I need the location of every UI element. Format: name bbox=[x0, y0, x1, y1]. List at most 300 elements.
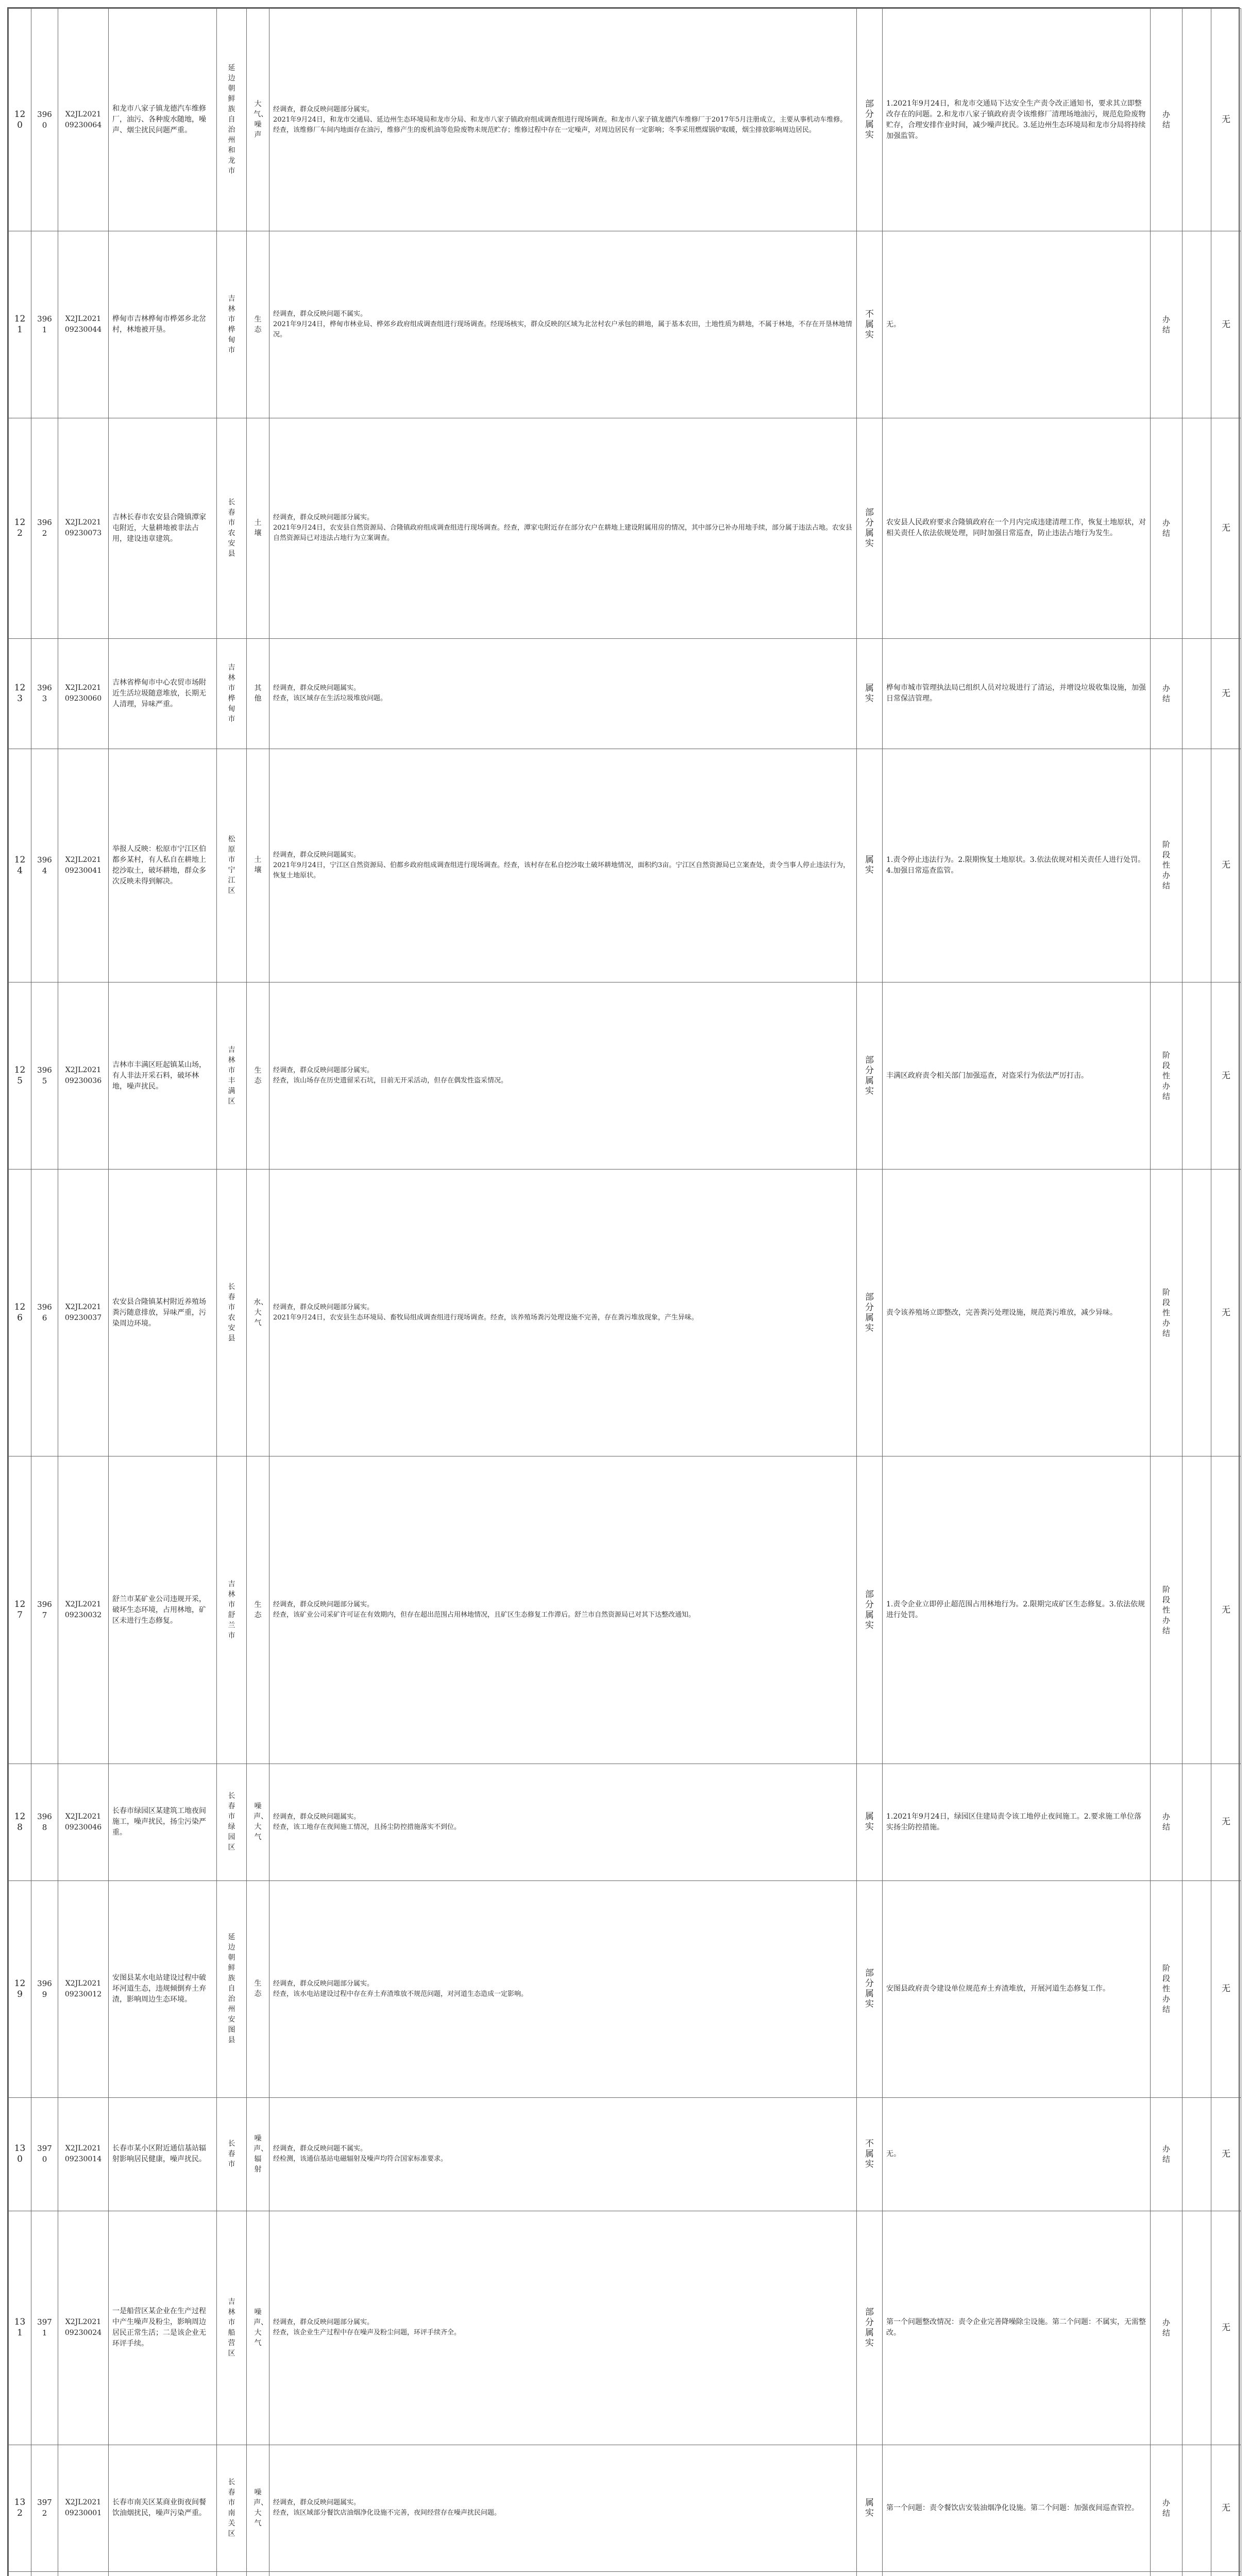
cell-verdict-text: 部分属实 bbox=[865, 1055, 874, 1096]
cell-stage bbox=[1183, 2445, 1211, 2571]
cell-status bbox=[1151, 1456, 1183, 1764]
cell-investigation-result bbox=[269, 2097, 857, 2211]
cell-remark bbox=[1211, 418, 1241, 638]
cell-investigation-result bbox=[269, 1170, 857, 1456]
cell-description bbox=[109, 2445, 217, 2571]
cell-remark-text: 无 bbox=[1222, 1984, 1230, 1994]
cell-investigation-result bbox=[269, 1764, 857, 1880]
cell-code bbox=[58, 9, 109, 231]
cell-status bbox=[1151, 1880, 1183, 2097]
cell-remark-text: 无 bbox=[1222, 688, 1230, 699]
cell-district-text: 长春市农安县 bbox=[228, 498, 235, 558]
cell-investigation-result bbox=[269, 231, 857, 418]
cell-district bbox=[217, 2211, 247, 2445]
cell-pollution-type bbox=[247, 2572, 269, 2576]
cell-rectification bbox=[883, 2211, 1151, 2445]
cell-code-text: X2JL2021 09230044 bbox=[64, 315, 102, 334]
cell-status bbox=[1151, 749, 1183, 982]
cell-rectification-text: 责令该养殖场立即整改，完善粪污处理设施，规范粪污堆放，减少异味。 bbox=[886, 1308, 1117, 1317]
cell-pollution-type bbox=[247, 2445, 269, 2571]
cell-code-text: X2JL2021 09230014 bbox=[64, 2144, 102, 2164]
cell-status bbox=[1151, 2572, 1183, 2576]
cell-seq-text: 120 bbox=[14, 109, 26, 130]
cell-pollution-type-text: 土壤 bbox=[254, 856, 262, 875]
cell-id-text: 3967 bbox=[37, 1600, 52, 1620]
cell-verdict bbox=[857, 418, 883, 638]
cell-seq-text: 128 bbox=[14, 1811, 26, 1833]
cell-seq-text: 125 bbox=[14, 1065, 26, 1087]
cell-status-text: 阶段性办结 bbox=[1162, 840, 1170, 891]
cell-code bbox=[58, 1764, 109, 1880]
cell-seq-text: 127 bbox=[14, 1599, 26, 1621]
cell-code-text: X2JL2021 09230064 bbox=[64, 110, 102, 129]
cell-district-text: 松原市宁江区 bbox=[228, 835, 235, 895]
cell-investigation-result bbox=[269, 2445, 857, 2571]
cell-pollution-type-text: 土壤 bbox=[254, 518, 262, 537]
cell-code bbox=[58, 638, 109, 749]
cell-investigation-result-text: 经调查，群众反映问题属实。 经查，该区域存在生活垃圾堆放问题。 bbox=[273, 684, 387, 703]
cell-district-text: 吉林市船营区 bbox=[228, 2297, 235, 2358]
cell-rectification bbox=[883, 982, 1151, 1170]
cell-remark bbox=[1211, 1880, 1241, 2097]
cell-description bbox=[109, 2572, 217, 2576]
cell-description bbox=[109, 1170, 217, 1456]
cell-verdict bbox=[857, 2572, 883, 2576]
cell-id-text: 3968 bbox=[37, 1811, 52, 1832]
cell-description bbox=[109, 1880, 217, 2097]
cell-id bbox=[31, 638, 58, 749]
cell-verdict-text: 部分属实 bbox=[865, 2307, 874, 2348]
cell-id-text: 3964 bbox=[37, 855, 52, 875]
cell-seq-text: 126 bbox=[14, 1302, 26, 1324]
cell-status bbox=[1151, 2445, 1183, 2571]
cell-status bbox=[1151, 231, 1183, 418]
cell-district-text: 长春市绿园区 bbox=[228, 1792, 235, 1852]
cell-status-text: 阶段性办结 bbox=[1162, 1050, 1170, 1101]
cell-investigation-result-text: 经调查，群众反映问题属实。 经查，该区域部分餐饮店油烟净化设施不完善，夜间经营存在噪声扰民问题。 bbox=[273, 2499, 501, 2517]
cell-verdict-text: 属实 bbox=[865, 2497, 874, 2518]
cell-seq-text: 131 bbox=[14, 2317, 26, 2338]
cell-pollution-type-text: 噪声、大气 bbox=[254, 2488, 268, 2528]
cell-rectification-text: 安图县政府责令建设单位规范弃土弃渣堆放，开展河道生态修复工作。 bbox=[886, 1985, 1110, 1993]
table-row bbox=[9, 749, 1241, 982]
cell-description-text: 吉林省桦甸市中心农贸市场附近生活垃圾随意堆放，长期无人清理，异味严重。 bbox=[112, 678, 206, 708]
cell-district bbox=[217, 982, 247, 1170]
cell-code bbox=[58, 418, 109, 638]
cell-description-text: 舒兰市某矿业公司违规开采，破坏生态环境，占用林地，矿区未进行生态修复。 bbox=[112, 1595, 206, 1625]
cell-code-text: X2JL2021 09230041 bbox=[64, 855, 102, 875]
cell-stage bbox=[1183, 1456, 1211, 1764]
cell-pollution-type-text: 生态 bbox=[254, 1066, 262, 1085]
cell-seq-text: 130 bbox=[14, 2143, 26, 2165]
cell-description-text: 桦甸市吉林桦甸市桦郊乡北岔村，林地被开垦。 bbox=[112, 315, 206, 334]
cell-stage bbox=[1183, 1764, 1211, 1880]
cell-stage bbox=[1183, 9, 1211, 231]
cell-id bbox=[31, 1880, 58, 2097]
cell-remark-text: 无 bbox=[1222, 522, 1230, 533]
cell-status-text: 阶段性办结 bbox=[1162, 1287, 1170, 1338]
cell-district-text: 延边朝鲜族自治州和龙市 bbox=[228, 64, 235, 176]
cell-verdict bbox=[857, 749, 883, 982]
cell-status-text: 办结 bbox=[1162, 683, 1170, 703]
cell-rectification-text: 农安县人民政府要求合隆镇政府在一个月内完成违建清理工作，恢复土地原状，对相关责任人依法依规处理，同时加强日常巡查，防止违法占地行为发生。 bbox=[886, 518, 1146, 538]
cell-rectification-text: 1.责令企业立即停止超范围占用林地行为。2.限期完成矿区生态修复。3.依法依规进行处罚。 bbox=[886, 1600, 1145, 1620]
cell-description bbox=[109, 1764, 217, 1880]
cell-remark bbox=[1211, 638, 1241, 749]
cell-investigation-result bbox=[269, 749, 857, 982]
cell-stage bbox=[1183, 2572, 1211, 2576]
cell-seq bbox=[9, 982, 31, 1170]
cell-pollution-type-text: 水、大气 bbox=[254, 1298, 268, 1327]
cell-code-text: X2JL2021 09230024 bbox=[64, 2318, 102, 2337]
cell-investigation-result-text: 经调查，群众反映问题属实。 2021年9月24日，宁江区自然资源局、伯都乡政府组成调查组进行现场调查。经查，该村存在私自挖沙取土破坏耕地情况，面积约3亩。宁江区自然资源局已立案查处，责令当事人停止违法行为，恢复土地原状。 bbox=[273, 851, 850, 879]
cell-description-text: 吉林市丰满区旺起镇某山场，有人非法开采石料，破坏林地，噪声扰民。 bbox=[112, 1060, 206, 1091]
cell-pollution-type-text: 噪声、大气 bbox=[254, 1802, 268, 1842]
cell-verdict bbox=[857, 982, 883, 1170]
cell-remark bbox=[1211, 2211, 1241, 2445]
cell-seq-text: 122 bbox=[14, 517, 26, 539]
cell-id bbox=[31, 231, 58, 418]
cell-description bbox=[109, 1456, 217, 1764]
cell-description bbox=[109, 2097, 217, 2211]
cell-district-text: 吉林市桦甸市 bbox=[228, 663, 235, 723]
table-row bbox=[9, 1456, 1241, 1764]
cell-seq bbox=[9, 9, 31, 231]
cell-id-text: 3961 bbox=[37, 314, 52, 334]
cell-pollution-type bbox=[247, 982, 269, 1170]
cell-status bbox=[1151, 1764, 1183, 1880]
cell-id bbox=[31, 418, 58, 638]
cell-remark bbox=[1211, 231, 1241, 418]
cell-id-text: 3969 bbox=[37, 1978, 52, 1999]
cell-remark-text: 无 bbox=[1222, 2148, 1230, 2159]
cell-verdict bbox=[857, 1764, 883, 1880]
cell-description bbox=[109, 9, 217, 231]
cell-stage bbox=[1183, 638, 1211, 749]
cell-remark bbox=[1211, 2445, 1241, 2571]
cell-status-text: 办结 bbox=[1162, 1812, 1170, 1832]
cell-investigation-result-text: 经调查，群众反映问题不属实。 2021年9月24日，桦甸市林业局、桦郊乡政府组成调查组进行现场调查。经现场核实，群众反映的区域为北岔村农户承包的耕地，属于基本农田，土地性质为耕地，不属于林地，不存在开垦林地情况。 bbox=[273, 310, 852, 338]
cell-remark-text: 无 bbox=[1222, 319, 1230, 330]
cell-code-text: X2JL2021 09230060 bbox=[64, 684, 102, 703]
cell-remark-text: 无 bbox=[1222, 1070, 1230, 1081]
cell-id-text: 3960 bbox=[37, 109, 52, 130]
cell-status bbox=[1151, 1170, 1183, 1456]
cell-status-text: 办结 bbox=[1162, 2144, 1170, 2164]
table-row bbox=[9, 638, 1241, 749]
cell-id-text: 3962 bbox=[37, 518, 52, 538]
cell-description-text: 长春市南关区某商业街夜间餐饮油烟扰民，噪声污染严重。 bbox=[112, 2498, 206, 2518]
cell-district bbox=[217, 1764, 247, 1880]
cell-rectification-text: 1.2021年9月24日，和龙市交通局下达安全生产责令改正通知书，要求其立即整改存在的问题。2.和龙市八家子镇政府责令该维修厂清理场地油污，规范危险废物贮存，合理安排作业时间，减少噪声扰民。3.延边州生态环境局和龙市分局将持续加强监管。 bbox=[886, 99, 1146, 140]
cell-status bbox=[1151, 2211, 1183, 2445]
cell-status bbox=[1151, 9, 1183, 231]
cell-investigation-result bbox=[269, 1456, 857, 1764]
cell-stage bbox=[1183, 2097, 1211, 2211]
cell-pollution-type bbox=[247, 1764, 269, 1880]
cell-district-text: 延边朝鲜族自治州安图县 bbox=[228, 1933, 235, 2045]
cell-pollution-type-text: 生态 bbox=[254, 1979, 262, 1998]
cell-seq bbox=[9, 2211, 31, 2445]
cell-remark bbox=[1211, 2572, 1241, 2576]
cell-verdict-text: 属实 bbox=[865, 683, 874, 704]
cell-district bbox=[217, 9, 247, 231]
cell-seq-text: 124 bbox=[14, 854, 26, 876]
cell-remark bbox=[1211, 1456, 1241, 1764]
cell-verdict bbox=[857, 638, 883, 749]
cell-status-text: 办结 bbox=[1162, 314, 1170, 334]
cell-description-text: 和龙市八家子镇龙德汽车维修厂，油污、各种废水随地，噪声、烟尘扰民问题严重。 bbox=[112, 105, 206, 135]
cell-remark-text: 无 bbox=[1222, 860, 1230, 871]
cell-rectification bbox=[883, 1456, 1151, 1764]
cell-code bbox=[58, 749, 109, 982]
cell-investigation-result bbox=[269, 2211, 857, 2445]
cell-rectification bbox=[883, 2097, 1151, 2211]
cell-seq bbox=[9, 2097, 31, 2211]
cell-description-text: 农安县合隆镇某村附近养殖场粪污随意排放，异味严重，污染周边环境。 bbox=[112, 1297, 206, 1328]
cell-id bbox=[31, 2445, 58, 2571]
cell-description-text: 长春市绿园区某建筑工地夜间施工，噪声扰民，扬尘污染严重。 bbox=[112, 1807, 206, 1837]
cell-code bbox=[58, 982, 109, 1170]
table-row bbox=[9, 9, 1241, 231]
cell-code-text: X2JL2021 09230001 bbox=[64, 2498, 102, 2518]
cell-district-text: 吉林市舒兰市 bbox=[228, 1580, 235, 1640]
cell-verdict-text: 属实 bbox=[865, 855, 874, 876]
cell-seq-text: 129 bbox=[14, 1978, 26, 1999]
cell-district bbox=[217, 1170, 247, 1456]
cell-remark-text: 无 bbox=[1222, 1604, 1230, 1615]
cell-id bbox=[31, 2097, 58, 2211]
cell-remark-text: 无 bbox=[1222, 1817, 1230, 1827]
cell-verdict bbox=[857, 1456, 883, 1764]
cell-rectification bbox=[883, 638, 1151, 749]
cell-code bbox=[58, 1456, 109, 1764]
cell-id bbox=[31, 9, 58, 231]
cell-description-text: 安图县某水电站建设过程中破坏河道生态，违规倾倒弃土弃渣，影响周边生态环境。 bbox=[112, 1974, 206, 2004]
cell-seq bbox=[9, 638, 31, 749]
cell-seq bbox=[9, 1170, 31, 1456]
cell-investigation-result-text: 经调查，群众反映问题部分属实。 经查，该企业生产过程中存在噪声及粉尘问题，环评手续齐全。 bbox=[273, 2318, 461, 2337]
cell-verdict bbox=[857, 2445, 883, 2571]
cell-district-text: 长春市 bbox=[228, 2139, 235, 2168]
cell-pollution-type bbox=[247, 1170, 269, 1456]
cell-pollution-type-text: 其他 bbox=[254, 684, 262, 703]
cell-investigation-result-text: 经调查，群众反映问题部分属实。 2021年9月24日，农安县生态环境局、畜牧局组成调查组进行现场调查。经查，该养殖场粪污处理设施不完善，存在粪污堆放现象，产生异味。 bbox=[273, 1303, 698, 1322]
cell-verdict-text: 部分属实 bbox=[865, 1292, 874, 1333]
cell-id bbox=[31, 2572, 58, 2576]
cell-investigation-result bbox=[269, 638, 857, 749]
cell-stage bbox=[1183, 749, 1211, 982]
cell-code-text: X2JL2021 09230036 bbox=[64, 1066, 102, 1086]
cell-verdict-text: 部分属实 bbox=[865, 1589, 874, 1631]
cell-rectification-text: 桦甸市城市管理执法局已组织人员对垃圾进行了清运，并增设垃圾收集设施，加强日常保洁管理。 bbox=[886, 684, 1146, 703]
cell-id-text: 3965 bbox=[37, 1065, 52, 1086]
cell-id-text: 3972 bbox=[37, 2498, 52, 2518]
cell-rectification-text: 无。 bbox=[886, 2149, 901, 2158]
cell-seq bbox=[9, 1764, 31, 1880]
cell-status bbox=[1151, 638, 1183, 749]
cell-status-text: 办结 bbox=[1162, 2498, 1170, 2518]
cell-id bbox=[31, 1764, 58, 1880]
table-row bbox=[9, 1170, 1241, 1456]
cell-pollution-type bbox=[247, 1456, 269, 1764]
cell-id-text: 3966 bbox=[37, 1302, 52, 1323]
cell-investigation-result bbox=[269, 418, 857, 638]
cell-verdict-text: 部分属实 bbox=[865, 1968, 874, 2010]
cell-seq-text: 132 bbox=[14, 2497, 26, 2519]
cell-rectification bbox=[883, 231, 1151, 418]
cell-verdict-text: 不属实 bbox=[865, 309, 874, 340]
cell-district bbox=[217, 2097, 247, 2211]
cell-pollution-type-text: 噪声、大气 bbox=[254, 2308, 268, 2347]
cell-seq-text: 121 bbox=[14, 314, 26, 335]
cell-id bbox=[31, 1170, 58, 1456]
cell-rectification bbox=[883, 749, 1151, 982]
cell-district bbox=[217, 638, 247, 749]
cell-investigation-result-text: 经调查，群众反映问题部分属实。 经查，该矿业公司采矿许可证在有效期内，但存在超出范围占用林地情况，且矿区生态修复工作滞后。舒兰市自然资源局已对其下达整改通知。 bbox=[273, 1601, 696, 1619]
complaint-table bbox=[8, 8, 1241, 2576]
cell-stage bbox=[1183, 1170, 1211, 1456]
cell-remark-text: 无 bbox=[1222, 1307, 1230, 1318]
cell-code bbox=[58, 1880, 109, 2097]
cell-pollution-type bbox=[247, 2211, 269, 2445]
cell-district-text: 吉林市丰满区 bbox=[228, 1045, 235, 1106]
cell-id bbox=[31, 1456, 58, 1764]
cell-code-text: X2JL2021 09230046 bbox=[64, 1812, 102, 1832]
cell-status-text: 办结 bbox=[1162, 2317, 1170, 2337]
cell-remark-text: 无 bbox=[1222, 114, 1230, 125]
cell-rectification-text: 丰满区政府责令相关部门加强巡查，对盗采行为依法严厉打击。 bbox=[886, 1071, 1088, 1080]
cell-seq bbox=[9, 2445, 31, 2571]
cell-pollution-type bbox=[247, 9, 269, 231]
cell-rectification bbox=[883, 2445, 1151, 2571]
cell-status bbox=[1151, 982, 1183, 1170]
cell-description bbox=[109, 418, 217, 638]
cell-id bbox=[31, 2211, 58, 2445]
cell-district-text: 长春市农安县 bbox=[228, 1282, 235, 1343]
cell-id-text: 3970 bbox=[37, 2144, 52, 2164]
cell-stage bbox=[1183, 982, 1211, 1170]
cell-investigation-result-text: 经调查，群众反映问题部分属实。 经查，该山场存在历史遗留采石坑，目前无开采活动，但存在偶发性盗采情况。 bbox=[273, 1066, 508, 1085]
table-row bbox=[9, 982, 1241, 1170]
cell-status bbox=[1151, 2097, 1183, 2211]
cell-stage bbox=[1183, 2211, 1211, 2445]
table-row bbox=[9, 2572, 1241, 2576]
cell-rectification-text: 第一个问题整改情况：责令企业完善降噪除尘设施。第二个问题：不属实，无需整改。 bbox=[886, 2318, 1146, 2337]
cell-investigation-result bbox=[269, 2572, 857, 2576]
cell-verdict bbox=[857, 231, 883, 418]
cell-code bbox=[58, 1170, 109, 1456]
cell-investigation-result-text: 经调查，群众反映问题不属实。 经检测，该通信基站电磁辐射及噪声均符合国家标准要求。 bbox=[273, 2145, 448, 2163]
cell-code-text: X2JL2021 09230037 bbox=[64, 1303, 102, 1323]
cell-code-text: X2JL2021 09230012 bbox=[64, 1979, 102, 1998]
cell-rectification bbox=[883, 9, 1151, 231]
cell-rectification-text: 1.2021年9月24日，绿园区住建局责令该工地停止夜间施工。2.要求施工单位落实扬尘防控措施。 bbox=[886, 1812, 1142, 1832]
cell-stage bbox=[1183, 1880, 1211, 2097]
cell-seq bbox=[9, 749, 31, 982]
cell-district bbox=[217, 2445, 247, 2571]
cell-remark bbox=[1211, 1764, 1241, 1880]
cell-investigation-result-text: 经调查，群众反映问题部分属实。 经查，该水电站建设过程中存在弃土弃渣堆放不规范问题，对河道生态造成一定影响。 bbox=[273, 1979, 528, 1998]
cell-code bbox=[58, 2211, 109, 2445]
cell-district-text: 吉林市桦甸市 bbox=[228, 294, 235, 354]
cell-verdict bbox=[857, 2211, 883, 2445]
cell-remark bbox=[1211, 9, 1241, 231]
cell-id-text: 3963 bbox=[37, 683, 52, 704]
cell-code-text: X2JL2021 09230073 bbox=[64, 518, 102, 538]
cell-district bbox=[217, 2572, 247, 2576]
cell-description bbox=[109, 2211, 217, 2445]
cell-verdict bbox=[857, 1880, 883, 2097]
cell-id bbox=[31, 982, 58, 1170]
cell-pollution-type bbox=[247, 1880, 269, 2097]
cell-district bbox=[217, 418, 247, 638]
cell-id bbox=[31, 749, 58, 982]
cell-remark bbox=[1211, 2097, 1241, 2211]
cell-rectification bbox=[883, 1764, 1151, 1880]
cell-status-text: 阶段性办结 bbox=[1162, 1963, 1170, 2014]
cell-district-text: 长春市南关区 bbox=[228, 2478, 235, 2538]
cell-seq bbox=[9, 2572, 31, 2576]
cell-stage bbox=[1183, 231, 1211, 418]
cell-verdict bbox=[857, 9, 883, 231]
cell-status-text: 阶段性办结 bbox=[1162, 1584, 1170, 1635]
table-row bbox=[9, 418, 1241, 638]
cell-description-text: 一是船营区某企业在生产过程中产生噪声及粉尘，影响周边居民正常生活；二是该企业无环评手续。 bbox=[112, 2307, 206, 2348]
cell-seq bbox=[9, 418, 31, 638]
cell-verdict bbox=[857, 2097, 883, 2211]
cell-investigation-result-text: 经调查，群众反映问题属实。 经查，该工地存在夜间施工情况，且扬尘防控措施落实不到位。 bbox=[273, 1812, 461, 1831]
cell-pollution-type-text: 噪声、辐射 bbox=[254, 2134, 268, 2174]
cell-remark-text: 无 bbox=[1222, 2322, 1230, 2333]
cell-seq bbox=[9, 231, 31, 418]
cell-verdict-text: 属实 bbox=[865, 1811, 874, 1833]
table-row bbox=[9, 2097, 1241, 2211]
cell-code bbox=[58, 2572, 109, 2576]
cell-description-text: 吉林长春市农安县合隆镇潭家屯附近，大量耕地被非法占用，建设违章建筑。 bbox=[112, 513, 206, 543]
cell-rectification bbox=[883, 2572, 1151, 2576]
cell-district bbox=[217, 231, 247, 418]
cell-pollution-type bbox=[247, 418, 269, 638]
cell-remark-text: 无 bbox=[1222, 2502, 1230, 2513]
cell-description bbox=[109, 231, 217, 418]
cell-rectification bbox=[883, 418, 1151, 638]
cell-district bbox=[217, 749, 247, 982]
cell-seq bbox=[9, 1456, 31, 1764]
cell-code bbox=[58, 2445, 109, 2571]
cell-rectification-text: 无。 bbox=[886, 320, 901, 329]
cell-rectification bbox=[883, 1170, 1151, 1456]
cell-pollution-type bbox=[247, 231, 269, 418]
cell-verdict-text: 部分属实 bbox=[865, 507, 874, 549]
cell-status-text: 办结 bbox=[1162, 518, 1170, 538]
cell-investigation-result-text: 经调查，群众反映问题部分属实。 2021年9月24日，和龙市交通局、延边州生态环境局和龙市分局、和龙市八家子镇政府组成调查组进行现场调查。和龙市八家子镇龙德汽车维修厂于2017年5月注册成立，主要从事机动车维修。经查，该维修厂车间内地面存在油污，维修产生的废机油等危险废物未规范贮存；维修过程中存在一定噪声，对周边居民有一定影响；冬季采用燃煤锅炉取暖，烟尘排放影响周边居民。 bbox=[273, 105, 847, 134]
cell-rectification bbox=[883, 1880, 1151, 2097]
cell-status-text: 办结 bbox=[1162, 110, 1170, 130]
cell-rectification-text: 第一个问题：责令餐饮店安装油烟净化设施。第二个问题：加强夜间巡查管控。 bbox=[886, 2503, 1139, 2512]
table-row bbox=[9, 2445, 1241, 2571]
cell-investigation-result-text: 经调查，群众反映问题部分属实。 2021年9月24日，农安县自然资源局、合隆镇政府组成调查组进行现场调查。经查，潭家屯附近存在部分农户在耕地上建设附属用房的情况，其中部分已补办用地手续，部分属于违法占地。农安县自然资源局已对违法占地行为立案调查。 bbox=[273, 514, 852, 543]
cell-description-text: 长春市某小区附近通信基站辐射影响居民健康，噪声扰民。 bbox=[112, 2144, 206, 2164]
cell-verdict-text: 不属实 bbox=[865, 2138, 874, 2170]
cell-investigation-result bbox=[269, 1880, 857, 2097]
cell-description-text: 举报人反映：松原市宁江区伯都乡某村，有人私自在耕地上挖沙取土，破坏耕地，群众多次反映未得到解决。 bbox=[112, 844, 206, 886]
table-row bbox=[9, 231, 1241, 418]
cell-district bbox=[217, 1880, 247, 2097]
cell-seq-text: 123 bbox=[14, 683, 26, 704]
cell-seq bbox=[9, 1880, 31, 2097]
cell-code bbox=[58, 2097, 109, 2211]
